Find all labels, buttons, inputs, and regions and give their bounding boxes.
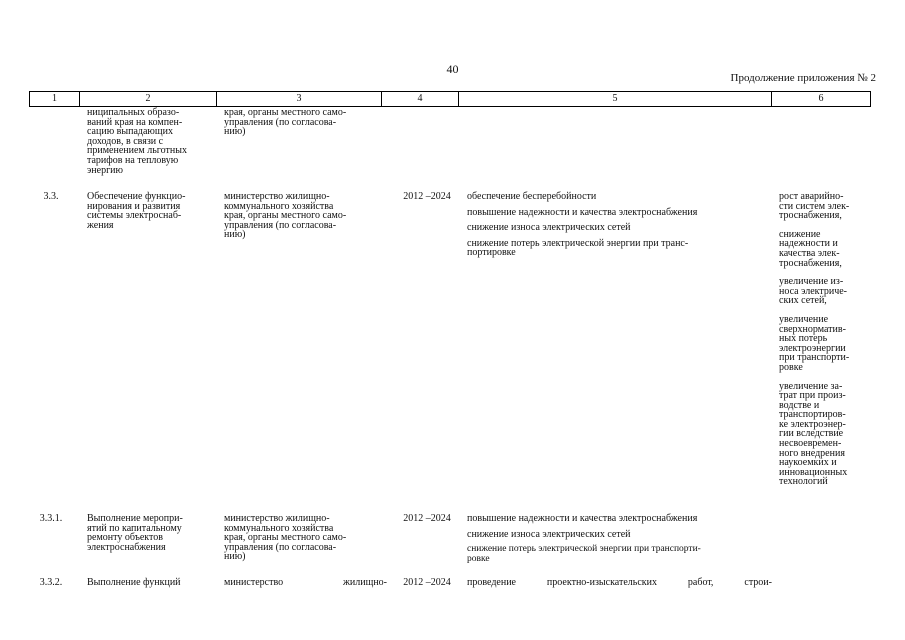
risk-item: увеличение за- трат при произ- водстве и транспортиров- ке электроэнер- гии вследствие несвоевремен- ного внедрения наукоемких и инновационных технологий: [779, 380, 848, 488]
period: 2012 –2024: [403, 191, 451, 202]
column-header-row: [29, 91, 871, 107]
result-item: снижение потерь электрической энергии при транспорти- ровке: [467, 544, 701, 564]
expected-results: [467, 192, 772, 264]
period: 2012 –2024: [403, 577, 451, 588]
result-item: снижение потерь электрической энергии при транс- портировке: [467, 237, 689, 259]
result-item: повышение надежности и качества электроснабжения: [467, 206, 698, 218]
expected-results: [467, 514, 772, 570]
risk-item: рост аварийно- сти систем элек- троснабжения,: [779, 191, 850, 222]
risk-item: увеличение из- носа электриче- ских сетей,: [779, 276, 848, 307]
row-number: 3.3.: [43, 191, 59, 202]
continuation-label: Продолжение приложения № 2: [730, 72, 876, 84]
expected-results: проведение проектно-изыскательских работ, строи-: [467, 577, 772, 588]
result-item: снижение износа электрических сетей: [467, 222, 631, 234]
risks: [779, 192, 874, 496]
risk-item: увеличение сверхнорматив- ных потерь электроэнергии при транспорти- ровке: [779, 313, 850, 373]
activity-name: Выполнение меропри- ятий по капитальному ремонту объектов электроснабжения: [87, 513, 183, 553]
column-header-6: 6: [772, 92, 871, 107]
fragment-activity-name: ниципальных образо- ваний края на компен- сацию выпадающих доходов, в связи с применением льготных тарифов на тепловую энергию: [87, 107, 187, 176]
risk-item: снижение надежности и качества элек- троснабжения,: [779, 228, 842, 269]
executor: министерство жилищно- коммунального хозяйства края, органы местного само- управления (по согласова- нию): [224, 191, 347, 241]
column-header-5: 5: [459, 92, 772, 107]
fragment-executor: края, органы местного само- управления (по согласова- нию): [224, 107, 347, 138]
activity-name: Обеспечение функцио- нирования и развития системы электроснаб- жения: [87, 191, 186, 231]
column-header-1: 1: [30, 92, 80, 107]
column-header-4: 4: [382, 92, 459, 107]
result-item: повышение надежности и качества электроснабжения: [467, 513, 698, 524]
column-header-3: 3: [217, 92, 382, 107]
column-header-2: 2: [80, 92, 217, 107]
row-number: 3.3.2.: [39, 577, 63, 588]
period: 2012 –2024: [403, 513, 451, 524]
executor: министерство жилищно- коммунального хозяйства края, органы местного само- управления (по согласова- нию): [224, 513, 347, 563]
result-item: обеспечение бесперебойности: [467, 191, 597, 202]
row-number: 3.3.1.: [39, 513, 63, 524]
result-item: снижение износа электрических сетей: [467, 528, 631, 540]
activity-name: Выполнение функций: [87, 577, 181, 588]
executor: министерство жилищно-: [224, 577, 387, 588]
page-number: 40: [446, 62, 459, 76]
